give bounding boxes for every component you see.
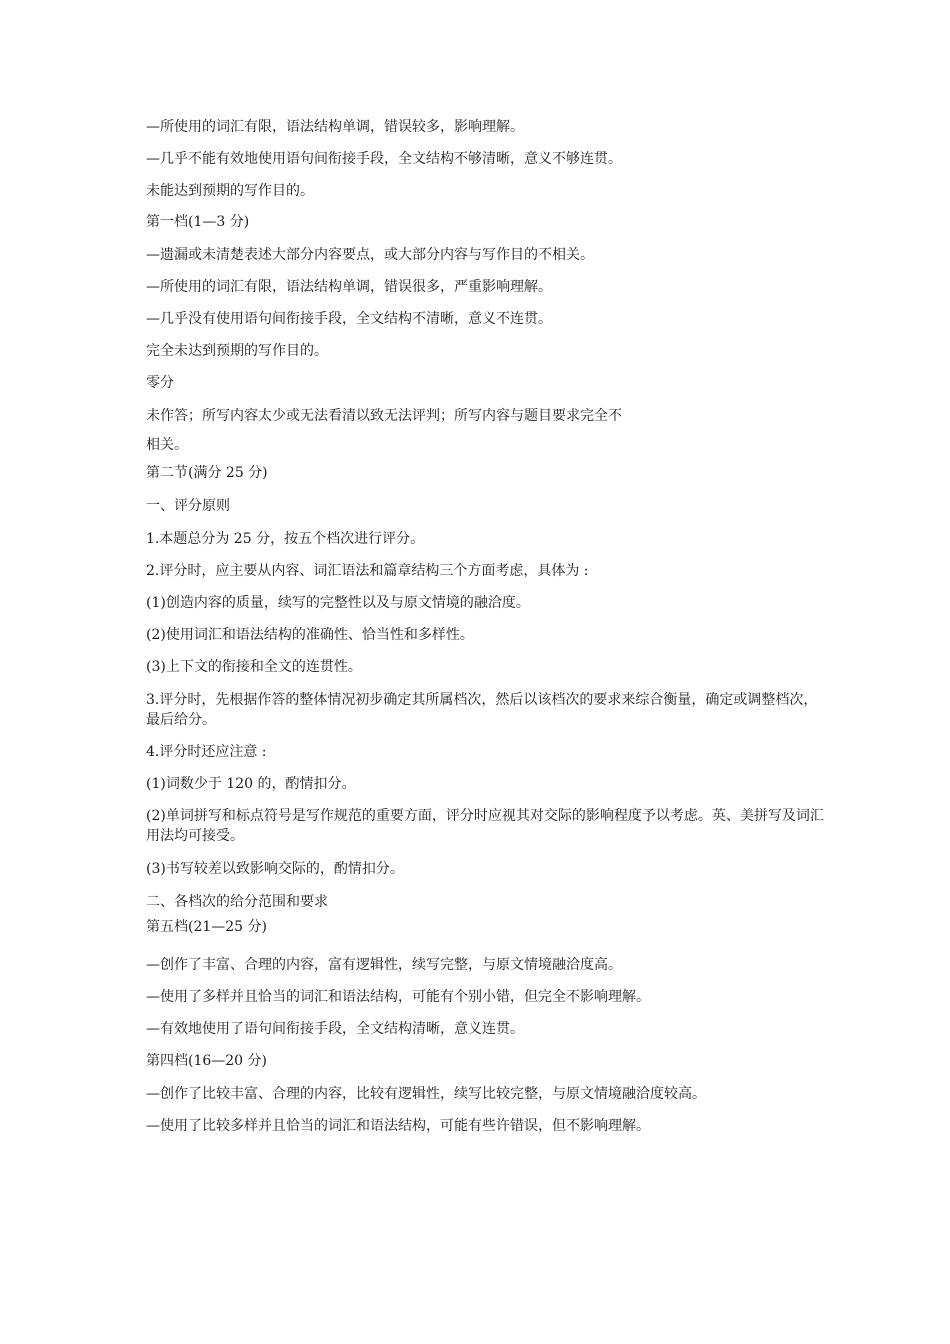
section-heading: 第一档(1—3 分): [146, 214, 250, 230]
text-line: —创作了比较丰富、合理的内容，比较有逻辑性，续写比较完整，与原文情境融洽度较高。: [146, 1086, 706, 1102]
text-line: 2.评分时，应主要从内容、词汇语法和篇章结构三个方面考虑，具体为 :: [146, 563, 589, 579]
text-line: —几乎不能有效地使用语句间衔接手段，全文结构不够清晰，意义不够连贯。: [146, 151, 622, 167]
text-line: —所使用的词汇有限，语法结构单调，错误很多，严重影响理解。: [146, 279, 552, 295]
section-heading: 第四档(16—20 分): [146, 1053, 268, 1069]
text-line: —使用了多样并且恰当的词汇和语法结构，可能有个别小错，但完全不影响理解。: [146, 989, 650, 1005]
section-heading: 第五档(21—25 分): [146, 919, 268, 935]
text-line: 完全未达到预期的写作目的。: [146, 343, 328, 359]
text-line: 1.本题总分为 25 分，按五个档次进行评分。: [146, 531, 425, 547]
text-paragraph: 3.评分时，先根据作答的整体情况初步确定其所属档次，然后以该档次的要求来综合衡量，确定或调整档次，最后给分。: [146, 692, 818, 728]
section-heading: 第二节(满分 25 分): [146, 465, 268, 481]
section-heading: 二、各档次的给分范围和要求: [146, 894, 328, 910]
section-heading: 零分: [146, 375, 174, 391]
text-line: 未作答；所写内容太少或无法看清以致无法评判；所写内容与题目要求完全不: [146, 408, 622, 424]
text-line: (3)上下文的衔接和全文的连贯性。: [146, 659, 362, 675]
text-line: (2)使用词汇和语法结构的准确性、恰当性和多样性。: [146, 627, 474, 643]
text-line: 4.评分时还应注意 :: [146, 744, 267, 760]
text-line: (3)书写较差以致影响交际的，酌情扣分。: [146, 861, 404, 877]
text-line: (1)创造内容的质量，续写的完整性以及与原文情境的融洽度。: [146, 595, 530, 611]
section-heading: 一、评分原则: [146, 498, 230, 514]
text-line: —所使用的词汇有限，语法结构单调，错误较多，影响理解。: [146, 119, 524, 135]
text-line: —遗漏或未清楚表述大部分内容要点，或大部分内容与写作目的不相关。: [146, 247, 594, 263]
text-line: —几乎没有使用语句间衔接手段，全文结构不清晰，意义不连贯。: [146, 311, 552, 327]
text-line: —有效地使用了语句间衔接手段，全文结构清晰，意义连贯。: [146, 1021, 524, 1037]
text-line: 相关。: [146, 437, 188, 453]
text-line: —创作了丰富、合理的内容，富有逻辑性，续写完整，与原文情境融洽度高。: [146, 957, 622, 973]
text-line: —使用了比较多样并且恰当的词汇和语法结构，可能有些许错误，但不影响理解。: [146, 1118, 650, 1134]
text-line: (1)词数少于 120 的，酌情扣分。: [146, 776, 356, 792]
text-line: 未能达到预期的写作目的。: [146, 183, 314, 199]
text-paragraph: (2)单词拼写和标点符号是写作规范的重要方面，评分时应视其对交际的影响程度予以考虑。英、美拼写及词汇用法均可接受。: [146, 808, 824, 844]
